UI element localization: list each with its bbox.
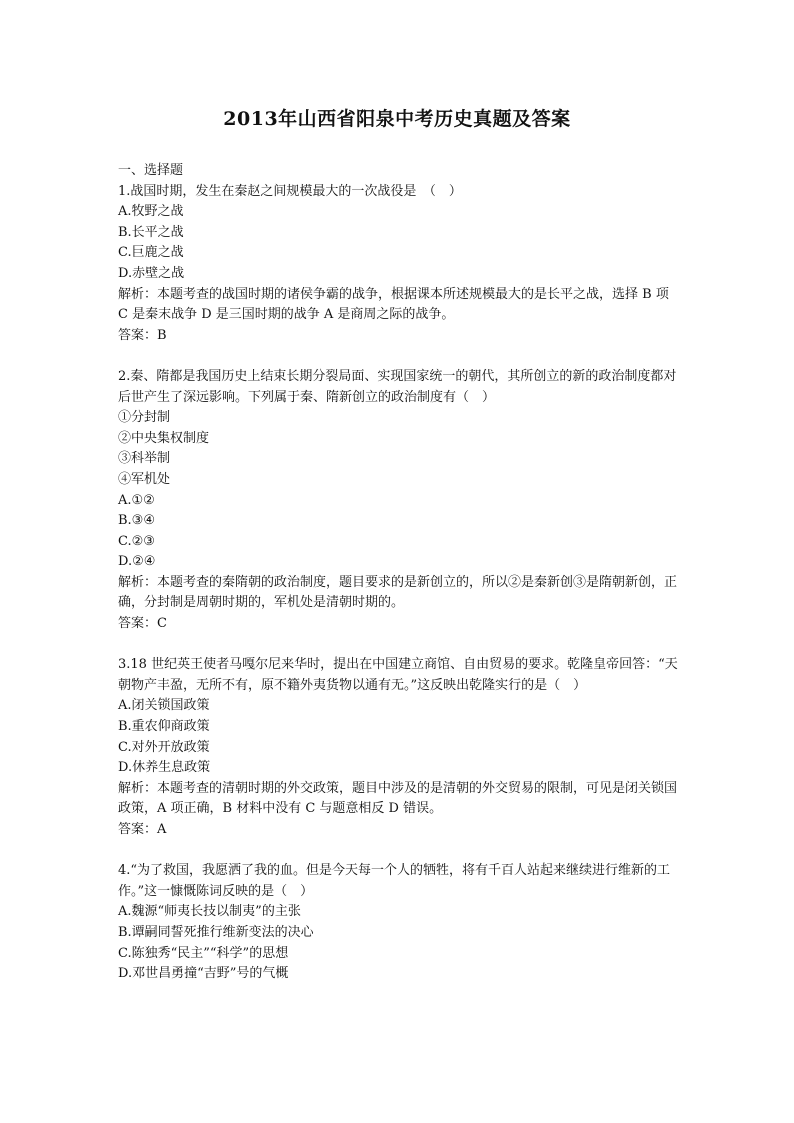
analysis-text: 解析：本题考查的秦隋朝的政治制度，题目要求的是新创立的，所以②是秦新创③是隋朝新创，正确，分封制是周朝时期的，军机处是清朝时期的。 <box>118 574 678 611</box>
answer-text: 答案：B <box>118 327 167 343</box>
spacer <box>118 346 678 367</box>
analysis-text: 解析：本题考查的战国时期的诸侯争霸的战争，根据课本所述规模最大的是长平之战，选择 B 项 C 是秦末战争 D 是三国时期的战争 A 是商周之际的战争。 <box>118 286 669 323</box>
option-b: B.长平之战 <box>118 224 184 240</box>
question-stem: 1.战国时期，发生在秦赵之间规模最大的一次战役是 （ ） <box>118 183 462 199</box>
option-a: A.魏源“师夷长技以制夷”的主张 <box>118 904 301 920</box>
option-c: C.对外开放政策 <box>118 739 210 755</box>
option-a: A.牧野之战 <box>118 204 184 220</box>
question-2 <box>118 367 678 635</box>
option-c: C.②③ <box>118 533 155 549</box>
question-1 <box>118 182 678 347</box>
option-a: A.闭关锁国政策 <box>118 698 210 714</box>
section-heading: 一、选择题 <box>118 163 184 178</box>
option-b: B.谭嗣同誓死推行维新变法的决心 <box>118 924 314 940</box>
option-d: D.②④ <box>118 554 156 570</box>
question-3 <box>118 655 678 840</box>
document-body <box>118 161 678 985</box>
option-d: D.休养生息政策 <box>118 760 211 776</box>
question-stem: 3.18 世纪英王使者马嘎尔尼来华时，提出在中国建立商馆、自由贸易的要求。乾隆皇帝回答：“天朝物产丰盈，无所不有，原不籍外夷货物以通有无。”这反映出乾隆实行的是（ ） <box>118 657 678 693</box>
statement-3: ③科举制 <box>118 451 171 467</box>
option-c: C.巨鹿之战 <box>118 245 184 261</box>
spacer <box>118 841 678 862</box>
question-stem: 2.秦、隋都是我国历史上结束长期分裂局面、实现国家统一的朝代，其所创立的新的政治制度都对后世产生了深远影响。下列属于秦、隋新创立的政治制度有（ ） <box>118 368 677 405</box>
statement-4: ④军机处 <box>118 471 171 487</box>
spacer <box>118 635 678 656</box>
option-b: B.重农仰商政策 <box>118 719 210 735</box>
option-d: D.邓世昌勇撞“吉野”号的气概 <box>118 966 289 982</box>
statement-1: ①分封制 <box>118 410 171 426</box>
question-4 <box>118 861 678 985</box>
page-title: 2013年山西省阳泉中考历史真题及答案 <box>223 108 571 130</box>
option-c: C.陈独秀“民主”“科学”的思想 <box>118 945 289 961</box>
option-b: B.③④ <box>118 513 155 529</box>
option-d: D.赤壁之战 <box>118 265 185 281</box>
statement-2: ②中央集权制度 <box>118 430 210 446</box>
question-stem: 4.“为了救国，我愿洒了我的血。但是今天每一个人的牺牲，将有千百人站起来继续进行维新的工作。”这一慷慨陈词反映的是（ ） <box>118 863 671 899</box>
answer-text: 答案：A <box>118 822 167 837</box>
answer-text: 答案：C <box>118 616 167 632</box>
analysis-text: 解析：本题考查的清朝时期的外交政策，题目中涉及的是清朝的外交贸易的限制，可见是闭关锁国政策，A 项正确，B 材料中没有 C 与题意相反 D 错误。 <box>118 780 678 817</box>
option-a: A.①② <box>118 492 155 508</box>
